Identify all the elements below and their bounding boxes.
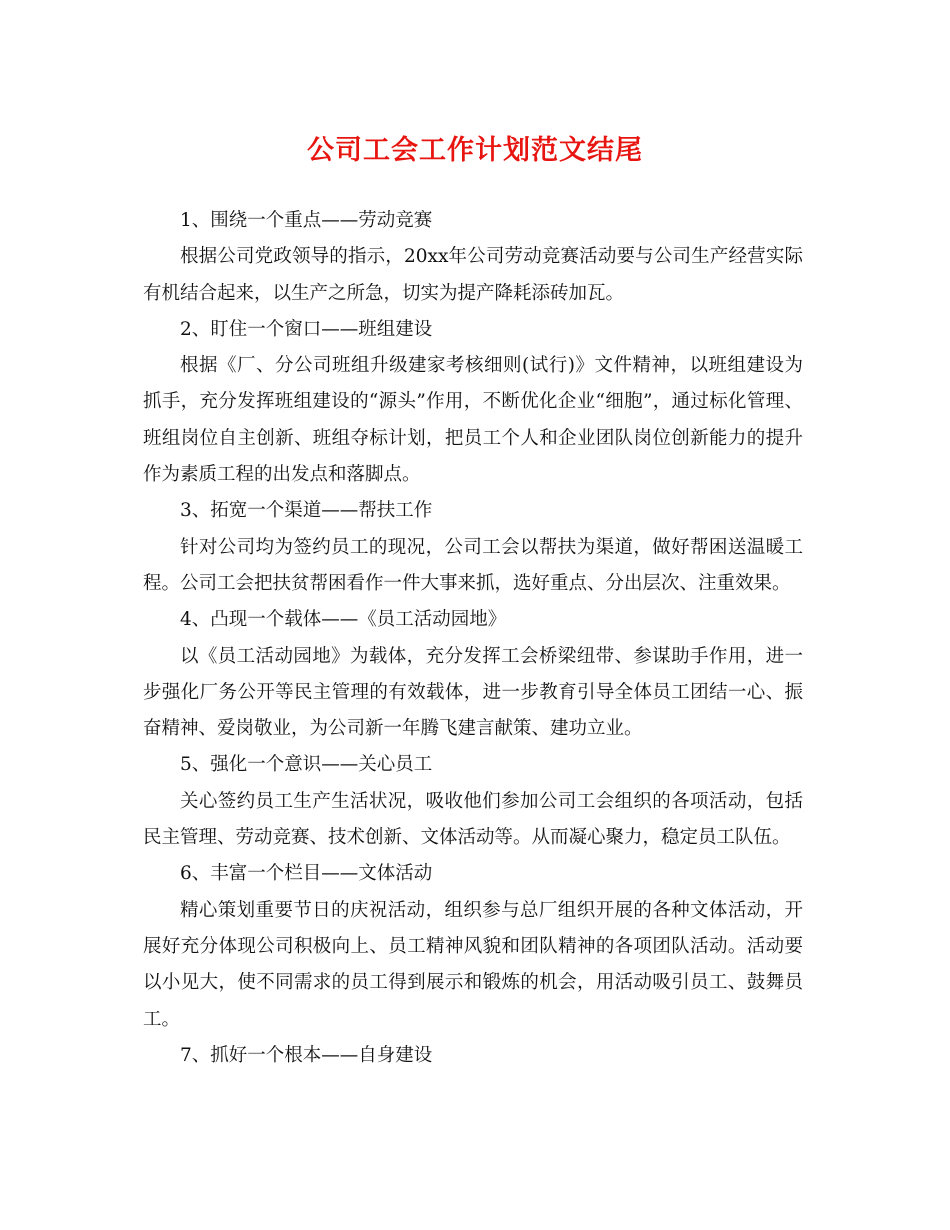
section-text-1: 根据公司党政领导的指示，20xx年公司劳动竞赛活动要与公司生产经营实际有机结合起来，以生产之所急，切实为提产降耗添砖加瓦。 [143,246,803,304]
section-heading-2: 2、盯住一个窗口——班组建设 [180,318,433,340]
document-body [143,203,803,1074]
section-heading-7: 7、抓好一个根本——自身建设 [180,1044,433,1066]
page-title: 公司工会工作计划范文结尾 [307,135,643,166]
section-text-2: 根据《厂、分公司班组升级建家考核细则(试行)》文件精神，以班组建设为抓手，充分发挥班组建设的“源头”作用，不断优化企业“细胞”，通过标化管理、班组岗位自主创新、班组夺标计划，把员工个人和企业团队岗位创新能力的提升作为素质工程的出发点和落脚点。 [143,355,803,486]
section-heading-1: 1、围绕一个重点——劳动竞赛 [180,210,433,231]
section-heading-6: 6、丰富一个栏目——文体活动 [180,863,433,885]
section-heading-3: 3、拓宽一个渠道——帮扶工作 [180,500,433,522]
section-text-3: 针对公司均为签约员工的现况，公司工会以帮扶为渠道，做好帮困送温暖工程。公司工会把扶贫帮困看作一件大事来抓，选好重点、分出层次、注重效果。 [143,536,803,594]
section-text-5: 关心签约员工生产生活状况，吸收他们参加公司工会组织的各项活动，包括民主管理、劳动竞赛、技术创新、文体活动等。从而凝心聚力，稳定员工队伍。 [143,790,803,849]
section-heading-4: 4、凸现一个载体——《员工活动园地》 [180,609,507,631]
section-text-6: 精心策划重要节日的庆祝活动，组织参与总厂组织开展的各种文体活动，开展好充分体现公司积极向上、员工精神风貌和团队精神的各项团队活动。活动要以小见大，使不同需求的员工得到展示和锻炼的机会，用活动吸引员工、鼓舞员工。 [143,899,803,1030]
section-heading-5: 5、强化一个意识——关心员工 [180,754,433,776]
section-text-4: 以《员工活动园地》为载体，充分发挥工会桥梁纽带、参谋助手作用，进一步强化厂务公开等民主管理的有效载体，进一步教育引导全体员工团结一心、振奋精神、爱岗敬业，为公司新一年腾飞建言献策、建功立业。 [143,645,803,740]
